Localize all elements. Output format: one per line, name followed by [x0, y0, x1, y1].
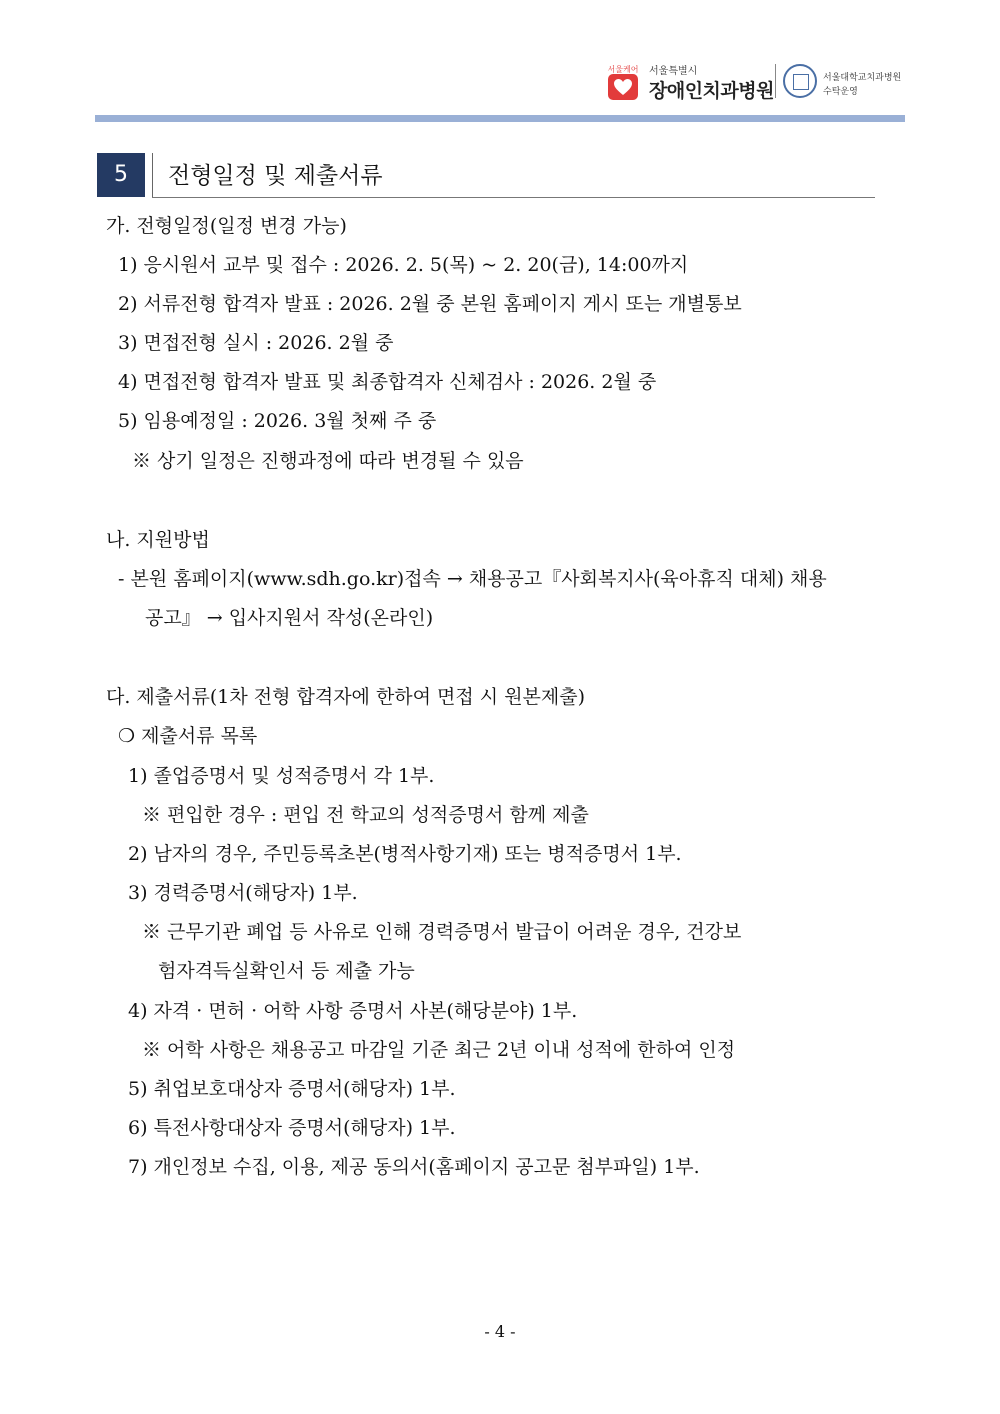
apply-method: - 본원 홈페이지(www.sdh.go.kr)접속 → 채용공고『사회복지사(육아휴직 대체) 채용	[118, 568, 827, 590]
doc-item-3-note: ※ 근무기관 폐업 등 사유로 인해 경력증명서 발급이 어려운 경우, 건강보	[142, 921, 742, 943]
heading-ga: 가. 전형일정(일정 변경 가능)	[106, 215, 347, 237]
doc-item-1: 1) 졸업증명서 및 성적증명서 각 1부.	[128, 765, 435, 787]
schedule-item-4: 4) 면접전형 합격자 발표 및 최종합격자 신체검사 : 2026. 2월 중	[118, 371, 657, 393]
doc-item-3-note-cont: 험자격득실확인서 등 제출 가능	[158, 960, 415, 982]
schedule-item-2: 2) 서류전형 합격자 발표 : 2026. 2월 중 본원 홈페이지 게시 또는 개별통보	[118, 293, 742, 315]
doc-list-title: ❍ 제출서류 목록	[118, 725, 258, 747]
doc-item-6: 6) 특전사항대상자 증명서(해당자) 1부.	[128, 1117, 456, 1139]
hospital-name: 장애인치과병원	[649, 80, 774, 102]
seoul-care-logo	[605, 62, 641, 100]
page-number: - 4 -	[484, 1322, 516, 1341]
doc-item-3: 3) 경력증명서(해당자) 1부.	[128, 882, 358, 904]
heading-da: 다. 제출서류(1차 전형 합격자에 한하여 면접 시 원본제출)	[106, 686, 586, 708]
logo-divider	[775, 64, 776, 98]
schedule-item-3: 3) 면접전형 실시 : 2026. 2월 중	[118, 332, 394, 354]
heart-icon	[613, 78, 633, 96]
doc-item-5: 5) 취업보호대상자 증명서(해당자) 1부.	[128, 1078, 456, 1100]
schedule-item-1: 1) 응시원서 교부 및 접수 : 2026. 2. 5(목) ~ 2. 20(금), 14:00까지	[118, 254, 689, 276]
snu-label-line1: 서울대학교치과병원	[823, 73, 902, 83]
section-title: 전형일정 및 제출서류	[168, 163, 383, 189]
doc-item-4: 4) 자격 · 면허 · 어학 사항 증명서 사본(해당분야) 1부.	[128, 1000, 578, 1022]
section-underline	[152, 197, 875, 198]
schedule-item-5: 5) 임용예정일 : 2026. 3월 첫째 주 중	[118, 410, 437, 432]
doc-item-1-note: ※ 편입한 경우 : 편입 전 학교의 성적증명서 함께 제출	[142, 804, 589, 826]
doc-item-7: 7) 개인정보 수집, 이용, 제공 동의서(홈페이지 공고문 첨부파일) 1부.	[128, 1156, 700, 1178]
schedule-note: ※ 상기 일정은 진행과정에 따라 변경될 수 있음	[132, 450, 524, 472]
seoul-care-label: 서울케어	[607, 65, 639, 74]
hospital-city-label: 서울특별시	[649, 66, 698, 77]
page-header	[0, 0, 1000, 120]
apply-method-cont: 공고』 → 입사지원서 작성(온라인)	[145, 607, 434, 629]
header-rule	[95, 115, 905, 122]
section-divider	[152, 153, 153, 197]
doc-item-4-note: ※ 어학 사항은 채용공고 마감일 기준 최근 2년 이내 성적에 한하여 인정	[142, 1039, 736, 1061]
snu-seal-icon	[783, 64, 817, 98]
heading-na: 나. 지원방법	[106, 529, 210, 551]
doc-item-2: 2) 남자의 경우, 주민등록초본(병적사항기재) 또는 병적증명서 1부.	[128, 843, 682, 865]
snu-label-line2: 수탁운영	[823, 87, 858, 97]
section-number: 5	[97, 153, 145, 197]
